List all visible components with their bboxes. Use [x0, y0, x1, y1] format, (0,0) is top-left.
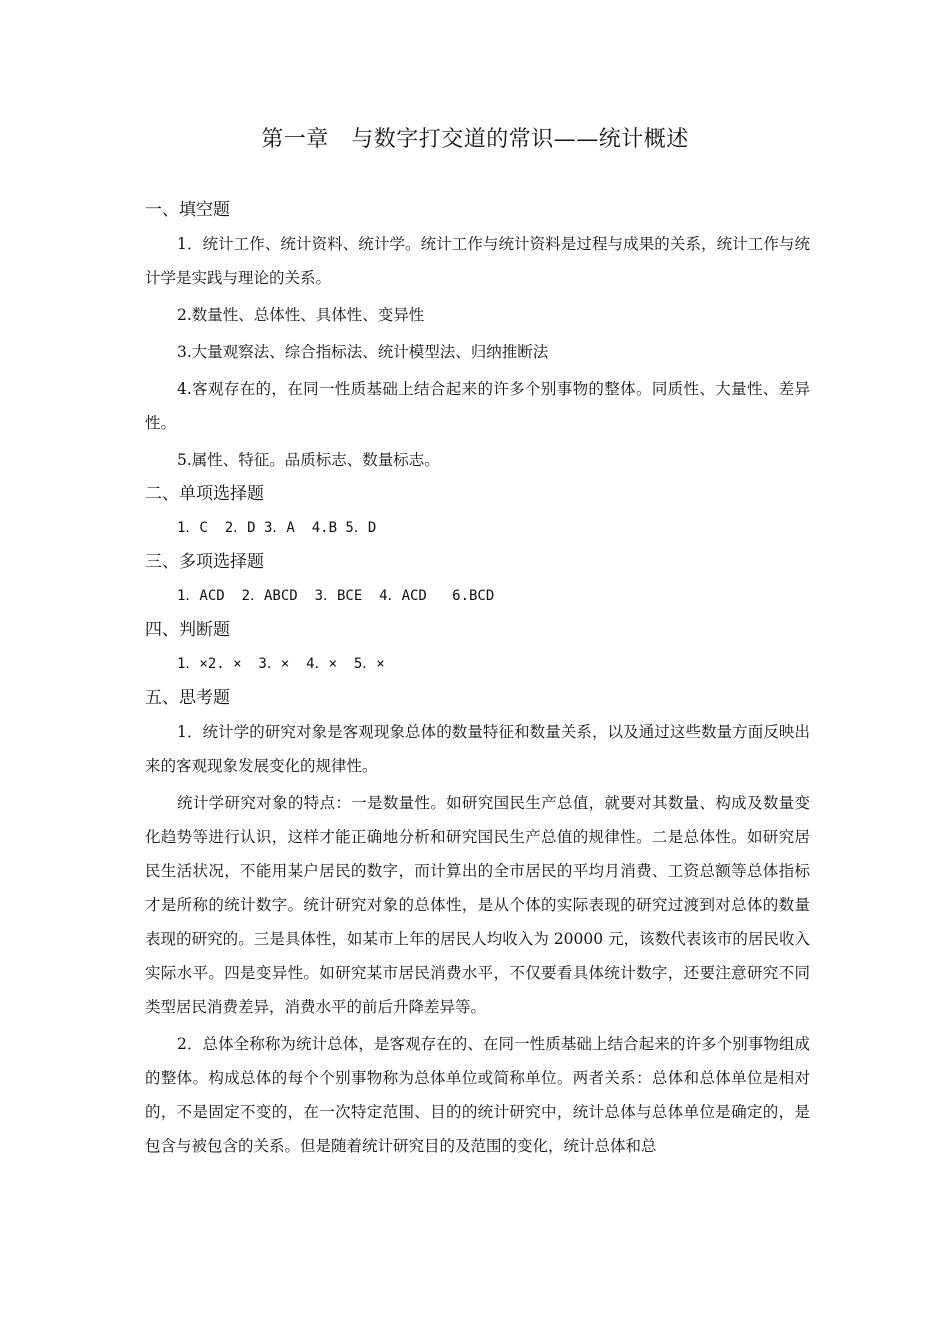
section-heading-single-choice: 二、单项选择题 — [145, 484, 264, 504]
fill-in-answer-1: 1．统计工作、统计资料、统计学。统计工作与统计资料是过程与成果的关系，统计工作与统计学是实践与理论的关系。 — [145, 235, 810, 287]
discussion-paragraph-3: 2．总体全称称为统计总体，是客观存在的、在同一性质基础上结合起来的许多个别事物组成的整体。构成总体的每个个别事物称为总体单位或简称单位。两者关系：总体和总体单位是相对的，不是固定不变的，在一次特定范围、目的的统计研究中，统计总体与总体单位是确定的，是包含与被包含的关系。但是随着统计研究目的及范围的变化，统计总体和总 — [145, 1035, 810, 1155]
discussion-paragraph-1: 1．统计学的研究对象是客观现象总体的数量特征和数量关系，以及通过这些数量方面反映出来的客观现象发展变化的规律性。 — [145, 723, 810, 775]
section-heading-discussion: 五、思考题 — [145, 688, 230, 708]
multiple-choice-answers: 1．ACD 2．ABCD 3．BCE 4．ACD 6.BCD — [177, 588, 495, 604]
single-choice-answers: 1．C 2．D 3．A 4.B 5．D — [177, 520, 377, 536]
discussion-paragraph-2: 统计学研究对象的特点：一是数量性。如研究国民生产总值，就要对其数量、构成及数量变化趋势等进行认识，这样才能正确地分析和研究国民生产总值的规律性。二是总体性。如研究居民生活状况，不能用某户居民的数字，而计算出的全市居民的平均月消费、工资总额等总体指标才是所称的统计数字。统计研究对象的总体性，是从个体的实际表现的研究过渡到对总体的数量表现的研究的。三是具体性，如某市上年的居民人均收入为 20000 元，该数代表该市的居民收入实际水平。四是变异性。如研究某市居民消费水平，不仅要看具体统计数字，还要注意研究不同类型居民消费差异，消费水平的前后升降差异等。 — [145, 794, 810, 1016]
fill-in-answer-4: 4.客观存在的，在同一性质基础上结合起来的许多个别事物的整体。同质性、大量性、差异性。 — [145, 380, 810, 432]
fill-in-answer-3: 3.大量观察法、综合指标法、统计模型法、归纳推断法 — [177, 343, 549, 361]
document-body — [145, 193, 810, 1163]
section-heading-true-false: 四、判断题 — [145, 620, 230, 640]
true-false-answers: 1．×2. × 3．× 4．× 5．× — [177, 656, 385, 672]
chapter-title: 第一章 与数字打交道的常识——统计概述 — [261, 127, 689, 152]
fill-in-answer-5: 5.属性、特征。品质标志、数量标志。 — [177, 451, 440, 469]
section-heading-multiple-choice: 三、多项选择题 — [145, 552, 264, 572]
section-heading-fill-in: 一、填空题 — [145, 200, 230, 220]
fill-in-answer-2: 2.数量性、总体性、具体性、变异性 — [177, 306, 425, 324]
